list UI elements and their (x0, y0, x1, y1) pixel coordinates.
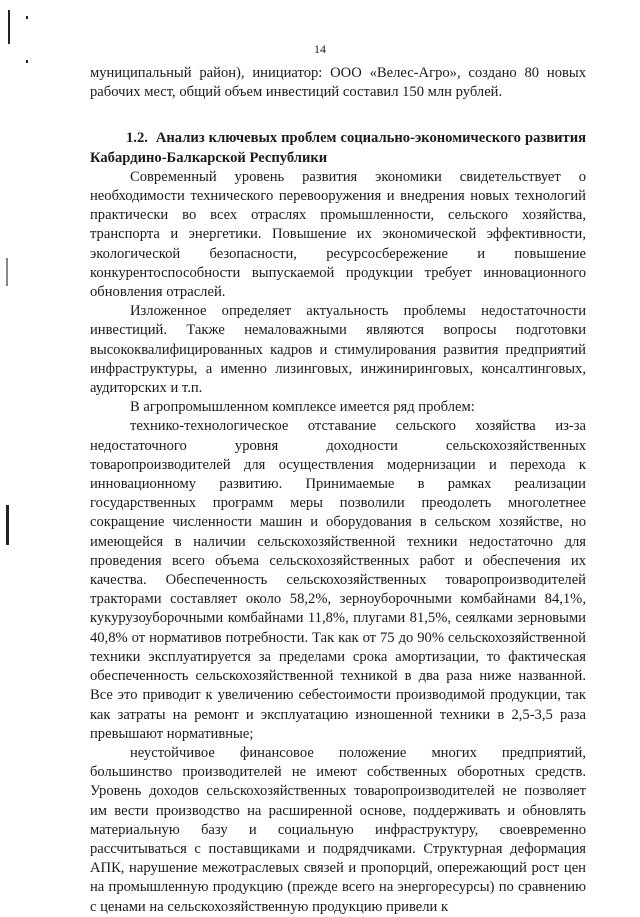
scan-mark (6, 505, 9, 545)
scan-mark (26, 60, 28, 63)
section-number: 1.2. (126, 130, 148, 147)
section-title: Анализ ключевых проблем социально-экономического развития Кабардино-Балкарской Республики (90, 130, 587, 166)
body-paragraph: В агропромышленном комплексе имеется ряд проблем: (130, 399, 475, 416)
scan-mark (26, 16, 28, 19)
scan-mark (6, 258, 8, 286)
page-number: 14 (314, 42, 326, 56)
body-paragraph: Изложенное определяет актуальность проблемы недостаточности инвестиций. Также немаловажными являются вопросы подготовки высококвалифицированных кадров и стимулирования развития предприятий инфраструктуры, а именно лизинговых, инжиниринговых, консалтинговых, аудиторских и т.п. (90, 303, 586, 397)
body-paragraph: неустойчивое финансовое положение многих предприятий, большинство производителей не имеют собственных оборотных средств. Уровень доходов сельскохозяйственных товаропроизводителей не позволяет им вести производство на расширенной основе, поддерживать и обновлять материальную базу и социальную инфраструктуру, своевременно рассчитываться с поставщиками и подрядчиками. Структурная деформация АПК, нарушение межотраслевых связей и пропорций, опережающий рост цен на промышленную продукцию (прежде всего на энергоресурсы) по сравнению с ценами на сельскохозяйственную продукцию привели к (90, 744, 586, 915)
document-body (90, 64, 586, 917)
section-heading (90, 129, 586, 167)
scan-mark (8, 10, 10, 44)
intro-paragraph: муниципальный район), инициатор: ООО «Велес-Агро», создано 80 новых рабочих мест, общий объем инвестиций составил 150 млн рублей. (90, 65, 586, 101)
body-paragraph: технико-технологическое отставание сельского хозяйства из-за недостаточного уровня доходности сельскохозяйственных товаропроизводителей для осуществления модернизации и перехода к инновационному развитию. Принимаемые в рамках реализации государственных программ меры позволили преодолеть многолетнее сокращение численности машин и оборудования в сельском хозяйстве, но имеющейся в наличии сельскохозяйственной техники недостаточно для проведения всего объема сельскохозяйственных работ и обеспечения их качества. Обеспеченность сельскохозяйственных товаропроизводителей тракторами составляет около 58,2%, зерноуборочными комбайнами 84,1%, кукурузоуборочными комбайнами 11,8%, плугами 81,5%, сеялками зерновыми 40,8% от нормативов потребности. Так как от 75 до 90% сельскохозяйственной техники эксплуатируется за пределами срока амортизации, то фактическая обеспеченность сельскохозяйственной техникой в два раза ниже названной. Все это приводит к увеличению себестоимости производимой продукции, так как затраты на ремонт и эксплуатацию изношенной техники в 2,5-3,5 раза превышают нормативные; (90, 418, 586, 742)
body-paragraph: Современный уровень развития экономики свидетельствует о необходимости технического перевооружения и внедрения новых технологий практически во всех отраслях промышленности, сельского хозяйства, транспорта и энергетики. Повышение их экономической эффективности, экологической безопасности, ресурсосбережение и повышение конкурентоспособности выпускаемой продукции требует инновационного обновления отраслей. (90, 168, 586, 301)
